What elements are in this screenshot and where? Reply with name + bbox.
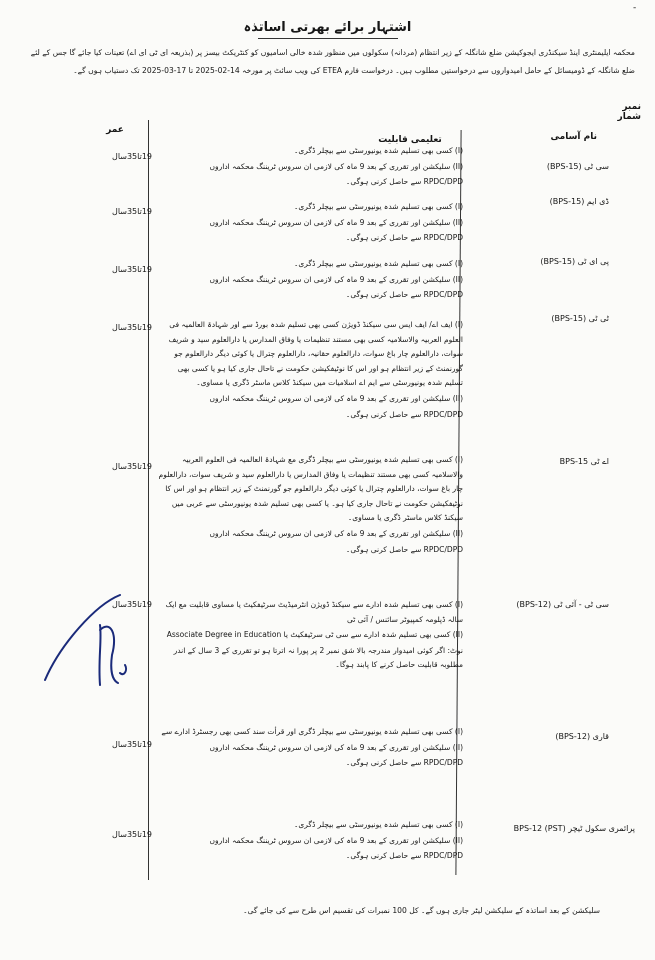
intro-paragraph: محکمہ ایلیمنٹری اینڈ سیکنڈری ایجوکیشن ضلع شانگلہ کے زیر انتظام (مردانہ) سکولوں میں منظور شدہ خالی اسامیوں کو کنٹریکٹ بیسز پر (بذریعہ ای ٹی ای اے) تعینات کیا جائے گا جس کے لئے ضلع شانگلہ کے ڈومیسائل کے حامل امیدواروں سے درخواستیں مطلوب ہیں۔ درخواست فارم ETEA کی ویب سائٹ پر مورخہ 14-02-2025 تا 17-03-2025 تک دستیاب ہوں گے۔ [30,48,635,75]
qualification-item: RPDC/DPD سے حاصل کرنی ہوگی۔ [345,851,463,861]
qualification-item: (I) کسی بھی تسلیم شدہ یونیورسٹی سے بیچلر ڈگری۔ [293,202,463,211]
age-limit: 19تا35سال [112,740,152,749]
qualification-item: (I) کسی بھی تسلیم شدہ یونیورسٹی سے بیچلر ڈگری مع شہادۃ العالمیہ فی العلوم العربیہ والاسلامیہ کسی بھی مستند تنظیمات یا وفاق المدارس یا دارالعلوم سید و شریف سوات، دارالعلوم چار باغ سوات، دارالعلوم چترال یا کوئی دیگر دارالعلوم جو گورنمنٹ کے زیر انتظام ہو اور اس کا نوٹیفکیشن حکومت نے تاحال جاری کیا ہو۔ یا کسی بھی تسلیم شدہ یونیورسٹی سے عربی میں سیکنڈ کلاس ماسٹر ڈگری یا مساوی۔ [158,455,463,523]
post-name: ڈی ایم (BPS-15) [549,197,609,206]
qualification-text [158,144,463,191]
age-limit: 19تا35سال [112,830,152,839]
qualification-item: RPDC/DPD سے حاصل کرنی ہوگی۔ [345,233,463,243]
qualification-item: (I) کسی بھی تسلیم شدہ یونیورسٹی سے بیچلر ڈگری۔ [293,259,463,268]
qualification-item: (I) کسی بھی تسلیم شدہ یونیورسٹی سے بیچلر ڈگری اور قرأت سند کسی بھی رجسٹرڈ ادارے سے [161,727,463,736]
qualification-item: نوٹ: اگر کوئی امیدوار مندرجہ بالا شق نمبر 2 پر پورا نہ اترتا ہو تو تقرری کے 3 سال کے اندر مطلوبہ قابلیت حاصل کرنے کا پابند ہوگا۔ [173,645,463,670]
qualification-text [158,318,463,423]
footer-note: سلیکشن کے بعد اساتذہ کے سلیکشن لیٹر جاری ہوں گے۔ کل 100 نمبرات کی تقسیم اس طرح سے کی جائے گی۔ [243,906,600,915]
advertisement-title: اشتہار برائے بھرتی اساتذہ [243,20,412,35]
qualification-text [158,818,463,865]
post-name: سی ٹی - آئی ٹی (BPS-12) [516,600,609,609]
qualification-item: (II) سلیکشن اور تقرری کے بعد 9 ماہ کی لازمی ان سروس ٹریننگ محکمہ اداروں [209,161,463,171]
qualification-item: (I) کسی بھی تسلیم شدہ یونیورسٹی سے بیچلر ڈگری۔ [293,146,463,155]
qualification-text [158,725,463,772]
qualification-text [158,453,463,558]
qualification-item: (II) کسی بھی تسلیم شدہ ادارے سے سی ٹی سرٹیفکیٹ یا Associate Degree in Education [166,630,463,640]
age-limit: 19تا35سال [112,323,152,332]
qualification-item: (II) سلیکشن اور تقرری کے بعد 9 ماہ کی لازمی ان سروس ٹریننگ محکمہ اداروں [209,835,463,845]
qualification-text [158,598,463,674]
qualification-text [158,200,463,247]
header-post-name: نام آسامی [550,132,597,142]
age-limit: 19تا35سال [112,600,152,609]
signature-scribble [40,585,140,695]
header-qualification: تعلیمی قابلیت [378,135,442,145]
age-limit: 19تا35سال [112,207,152,216]
post-name: اے ٹی BPS-15 [559,457,609,466]
post-name: ٹی ٹی (BPS-15) [551,314,609,323]
age-limit: 19تا35سال [112,462,152,471]
qualification-item: (II) سلیکشن اور تقرری کے بعد 9 ماہ کی لازمی ان سروس ٹریننگ محکمہ اداروں [209,393,463,403]
qualification-item: RPDC/DPD سے حاصل کرنی ہوگی۔ [345,409,463,419]
age-limit: 19تا35سال [112,265,152,274]
post-name: پی ای ٹی (BPS-15) [540,257,609,266]
qualification-text [158,257,463,304]
title-underline [258,38,398,39]
qualification-item: (I) کسی بھی تسلیم شدہ یونیورسٹی سے بیچلر ڈگری۔ [293,820,463,829]
qualification-item: (I) ایف اے/ ایف ایس سی سیکنڈ ڈویژن کسی بھی تسلیم شدہ بورڈ سے اور شہادۃ العالمیہ فی العلوم العربیہ والاسلامیہ کسی بھی مستند تنظیمات یا وفاق المدارس یا دارالعلوم سید و شریف سوات، دارالعلوم چار باغ سوات، دارالعلوم حقانیہ، دارالعلوم چترال یا کوئی دیگر دارالعلوم جو گورنمنٹ کے زیر انتظام ہو اور اس کا نوٹیفکیشن حکومت نے تاحال جاری کیا ہو یا کسی بھی تسلیم شدہ یونیورسٹی سے ایم اے اسلامیات میں سیکنڈ کلاس ماسٹر ڈگری یا مساوی۔ [168,320,463,388]
post-name: پرائمری سکول ٹیچر BPS-12 (PST) [513,824,635,833]
qualification-item: (I) کسی بھی تسلیم شدہ ادارے سے سیکنڈ ڈویژن انٹرمیڈیٹ سرٹیفکیٹ یا مساوی قابلیت مع ایک سالہ ڈپلومہ کمپیوٹر سائنس / آئی ٹی [165,600,463,624]
post-name: سی ٹی (BPS-15) [546,162,609,171]
qualification-item: RPDC/DPD سے حاصل کرنی ہوگی۔ [345,177,463,187]
qualification-item: (II) سلیکشن اور تقرری کے بعد 9 ماہ کی لازمی ان سروس ٹریننگ محکمہ اداروں [209,217,463,227]
table-divider-age [148,120,149,880]
header-serial: نمبر شمار [617,102,641,122]
qualification-item: (II) سلیکشن اور تقرری کے بعد 9 ماہ کی لازمی ان سروس ٹریننگ محکمہ اداروں [209,742,463,752]
age-limit: 19تا35سال [112,152,152,161]
qualification-item: RPDC/DPD سے حاصل کرنی ہوگی۔ [345,544,463,554]
header-age: عمر [106,125,124,135]
qualification-item: RPDC/DPD سے حاصل کرنی ہوگی۔ [345,758,463,768]
corner-mark: - [633,3,637,13]
post-name: قاری (BPS-12) [555,732,609,741]
qualification-item: (II) سلیکشن اور تقرری کے بعد 9 ماہ کی لازمی ان سروس ٹریننگ محکمہ اداروں [209,274,463,284]
qualification-item: (II) سلیکشن اور تقرری کے بعد 9 ماہ کی لازمی ان سروس ٹریننگ محکمہ اداروں [209,528,463,538]
qualification-item: RPDC/DPD سے حاصل کرنی ہوگی۔ [345,290,463,300]
